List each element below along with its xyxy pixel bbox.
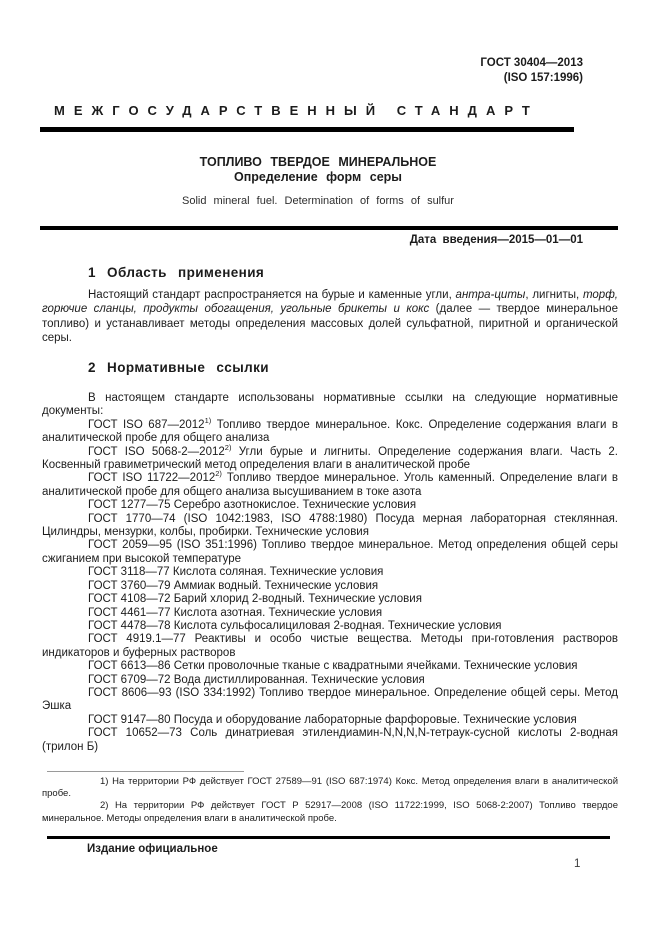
reference-item: ГОСТ 8606—93 (ISO 334:1992) Топливо твердое минеральное. Определение общей серы. Метод Эшка: [42, 686, 618, 713]
effective-date: Дата введения—2015—01—01: [409, 234, 583, 246]
reference-item: ГОСТ 9147—80 Посуда и оборудование лабораторные фарфоровые. Технические условия: [88, 713, 577, 726]
reference-item: ГОСТ 4108—72 Барий хлорид 2-водный. Технические условия: [88, 593, 422, 606]
reference-item: ГОСТ 6613—86 Сетки проволочные тканые с квадратными ячейками. Технические условия: [88, 660, 578, 673]
title-block: [42, 155, 594, 207]
footnote-item: 2) На территории РФ действует ГОСТ Р 52917—2008 (ISO 11722:1999, ISO 5068-2:2007) Топливо твердое минеральное. Методы определения влаги в аналитической пробе.: [42, 800, 618, 824]
iso-number: (ISO 157:1996): [503, 71, 583, 84]
reference-item: ГОСТ 4461—77 Кислота азотная. Технические условия: [88, 606, 383, 619]
doc-title-en: Solid mineral fuel. Determination of forms of sulfur: [182, 195, 454, 207]
section-1-heading: 1 Область применения: [88, 265, 265, 280]
reference-item: ГОСТ ISO 11722—2012$^{2)}$ Топливо твердое минеральное. Уголь каменный. Определение влаги в аналитической пробе для общего анализа высушиванием в токе азота: [42, 469, 618, 498]
references-list: [42, 415, 618, 754]
footnote-separator: [47, 771, 244, 772]
header-rule: [40, 127, 574, 132]
official-edition-label: Издание официальное: [87, 843, 218, 855]
doc-subtitle-ru: Определение форм серы: [234, 170, 402, 184]
page-number: 1: [574, 858, 581, 870]
footnotes-list: [42, 776, 618, 825]
reference-item: ГОСТ ISO 687—2012$^{1)}$ Топливо твердое минеральное. Кокс. Определение содержания влаги в аналитической пробе для общего анализа: [42, 415, 618, 445]
footer-rule: [47, 836, 610, 839]
reference-item: ГОСТ 4478—78 Кислота сульфосалициловая 2-водная. Технические условия: [88, 619, 502, 632]
reference-item: ГОСТ 3118—77 Кислота соляная. Технические условия: [88, 566, 384, 579]
scope-section: [42, 288, 618, 346]
reference-item: ГОСТ 2059—95 (ISO 351:1996) Топливо твердое минеральное. Метод определения общей серы сжиганием при высокой температуре: [42, 539, 618, 565]
reference-item: ГОСТ 10652—73 Соль динатриевая этилендиамин-N,N,N,N-тетраук-сусной кислоты 2-водная (трилон Б): [42, 727, 618, 753]
section-2-heading: 2 Нормативные ссылки: [88, 360, 269, 375]
scope-paragraph: Настоящий стандарт распространяется на бурые и каменные угли, антра-циты, лигниты, торф, горючие сланцы, продукты обогащения, угольные брикеты и кокс (далее — твердое минеральное топливо) и устанавливает методы определения массовых долей сульфатной, пиритной и органической серы.: [42, 289, 618, 345]
doc-title-ru: ТОПЛИВО ТВЕРДОЕ МИНЕРАЛЬНОЕ: [199, 155, 437, 169]
reference-item: ГОСТ 3760—79 Аммиак водный. Технические условия: [88, 579, 379, 592]
reference-item: ГОСТ 1277—75 Серебро азотнокислое. Технические условия: [88, 499, 417, 512]
reference-item: ГОСТ ISO 5068-2—2012$^{2)}$ Угли бурые и лигниты. Определение содержания влаги. Часть 2. Косвенный гравиметрический метод определения влаги в аналитической пробе: [42, 442, 618, 472]
reference-item: ГОСТ 6709—72 Вода дистиллированная. Технические условия: [88, 673, 425, 686]
references-intro: В настоящем стандарте использованы нормативные ссылки на следующие нормативные документы:: [42, 392, 618, 418]
reference-item: ГОСТ 4919.1—77 Реактивы и особо чистые вещества. Методы при-готовления растворов индикаторов и буферных растворов: [42, 633, 618, 659]
title-rule: [40, 226, 618, 230]
standard-type-label: МЕЖГОСУДАРСТВЕННЫЙ СТАНДАРТ: [54, 103, 539, 118]
doc-number: ГОСТ 30404—2013: [480, 57, 583, 69]
reference-item: ГОСТ 1770—74 (ISO 1042:1983, ISO 4788:1980) Посуда мерная лабораторная стеклянная. Цилиндры, мензурки, колбы, пробирки. Технические условия: [42, 512, 618, 539]
footnote-item: 1) На территории РФ действует ГОСТ 27589—91 (ISO 687:1974) Кокс. Метод определения влаги в аналитической пробе.: [42, 776, 618, 800]
references-section: [42, 392, 618, 754]
doc-number-block: [480, 56, 583, 85]
